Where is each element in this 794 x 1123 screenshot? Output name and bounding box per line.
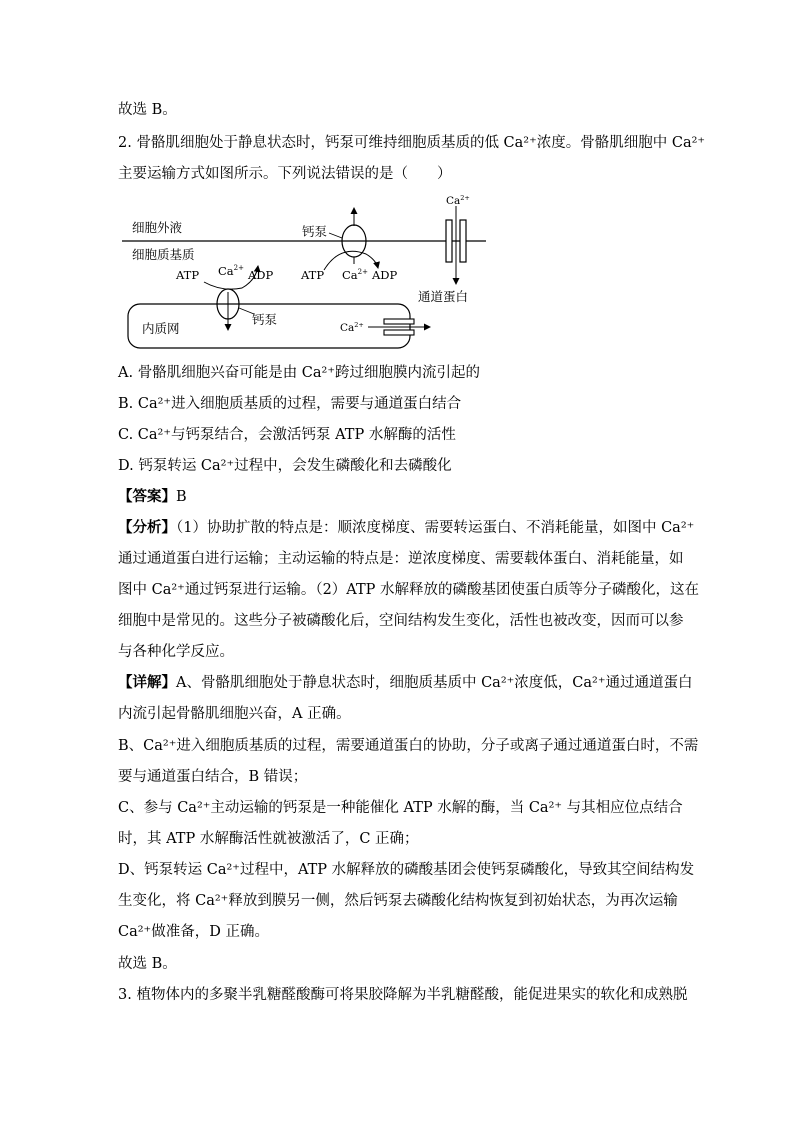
detail-line-3: B、Ca²⁺进入细胞质基质的过程，需要通道蛋白的协助，分子或离子通过通道蛋白时，不需 xyxy=(118,738,699,754)
answer xyxy=(118,488,187,506)
svg-text:Ca2+: $Ca^{2+}$ xyxy=(340,321,364,334)
q2-conclusion: 故选 B。 xyxy=(118,956,177,972)
answer-value: B xyxy=(176,489,187,505)
svg-text:Ca2+: $Ca^{2+}$ xyxy=(218,264,244,278)
svg-text:ATP: ATP xyxy=(176,268,200,282)
option-c: C. Ca²⁺与钙泵结合，会激活钙泵 ATP 水解酶的活性 xyxy=(118,427,456,443)
label-extracellular: 细胞外液 xyxy=(132,220,183,235)
label-pump-top: 钙泵 xyxy=(302,224,328,239)
membrane-channel-protein-left xyxy=(446,220,452,262)
detail-line-5: C、参与 Ca²⁺主动运输的钙泵是一种能催化 ATP 水解的酶，当 Ca²⁺ 与其相应位点结合 xyxy=(118,800,683,816)
svg-text:Ca2+: $Ca^{2+}$ xyxy=(446,194,470,207)
detail-line-7: D、钙泵转运 Ca²⁺过程中，ATP 水解释放的磷酸基团会使钙泵磷酸化，导致其空间结构发 xyxy=(118,862,695,878)
detail-line-2: 内流引起骨骼肌细胞兴奋，A 正确。 xyxy=(118,706,351,722)
detail-label: 【详解】 xyxy=(118,674,176,691)
er-channel-protein-top xyxy=(384,319,414,324)
analysis-line-3: 图中 Ca²⁺通过钙泵进行运输。（2）ATP 水解释放的磷酸基团使蛋白质等分子磷酸化，这在 xyxy=(118,582,700,598)
label-er: 内质网 xyxy=(142,321,180,336)
option-a: A. 骨骼肌细胞兴奋可能是由 Ca²⁺跨过细胞膜内流引起的 xyxy=(118,365,481,381)
label-channel: 通道蛋白 xyxy=(418,289,469,304)
prev-conclusion: 故选 B。 xyxy=(118,102,177,118)
analysis-line-2: 通过通道蛋白进行运输；主动运输的特点是：逆浓度梯度、需要载体蛋白、消耗能量，如 xyxy=(118,551,684,567)
answer-label: 【答案】 xyxy=(118,488,176,505)
svg-text:Ca2+: $Ca^{2+}$ xyxy=(342,268,368,282)
detail-line-6: 时，其 ATP 水解酶活性就被激活了，C 正确； xyxy=(118,831,419,847)
q2-stem-line2: 主要运输方式如图所示。下列说法错误的是（ ） xyxy=(118,166,452,182)
calcium-transport-figure xyxy=(118,188,498,356)
analysis-line-4: 细胞中是常见的。这些分子被磷酸化后，空间结构发生变化，活性也被改变，因而可以参 xyxy=(118,613,684,629)
analysis-line-1: 【分析】（1）协助扩散的特点是：顺浓度梯度、需要转运蛋白、不消耗能量，如图中 Ca²⁺ xyxy=(118,519,695,536)
label-pump-er: 钙泵 xyxy=(252,312,278,327)
detail-line-4: 要与通道蛋白结合，B 错误； xyxy=(118,769,308,785)
analysis-line-5: 与各种化学反应。 xyxy=(118,644,234,660)
er-channel-protein-bottom xyxy=(384,330,414,335)
membrane-channel-protein-right xyxy=(460,220,466,262)
detail-line-1: 【详解】A、骨骼肌细胞处于静息状态时，细胞质基质中 Ca²⁺浓度低，Ca²⁺通过通道蛋白 xyxy=(118,674,693,691)
option-b: B. Ca²⁺进入细胞质基质的过程，需要与通道蛋白结合 xyxy=(118,396,462,412)
analysis-label: 【分析】 xyxy=(118,519,176,536)
q2-stem-line1: 2. 骨骼肌细胞处于静息状态时，钙泵可维持细胞质基质的低 Ca²⁺浓度。骨骼肌细胞中 Ca²⁺ xyxy=(118,135,706,151)
svg-text:ADP: ADP xyxy=(248,268,274,282)
detail-line-9: Ca²⁺做准备，D 正确。 xyxy=(118,924,269,940)
detail-line-8: 生变化，将 Ca²⁺释放到膜另一侧，然后钙泵去磷酸化结构恢复到初始状态，为再次运输 xyxy=(118,893,678,909)
label-cytoplasm: 细胞质基质 xyxy=(132,247,195,262)
option-d: D. 钙泵转运 Ca²⁺过程中，会发生磷酸化和去磷酸化 xyxy=(118,458,452,474)
svg-text:ADP: ADP xyxy=(372,268,398,282)
svg-text:ATP: ATP xyxy=(301,268,325,282)
q3-stem-line1: 3. 植物体内的多聚半乳糖醛酸酶可将果胶降解为半乳糖醛酸，能促进果实的软化和成熟脱 xyxy=(118,987,688,1003)
